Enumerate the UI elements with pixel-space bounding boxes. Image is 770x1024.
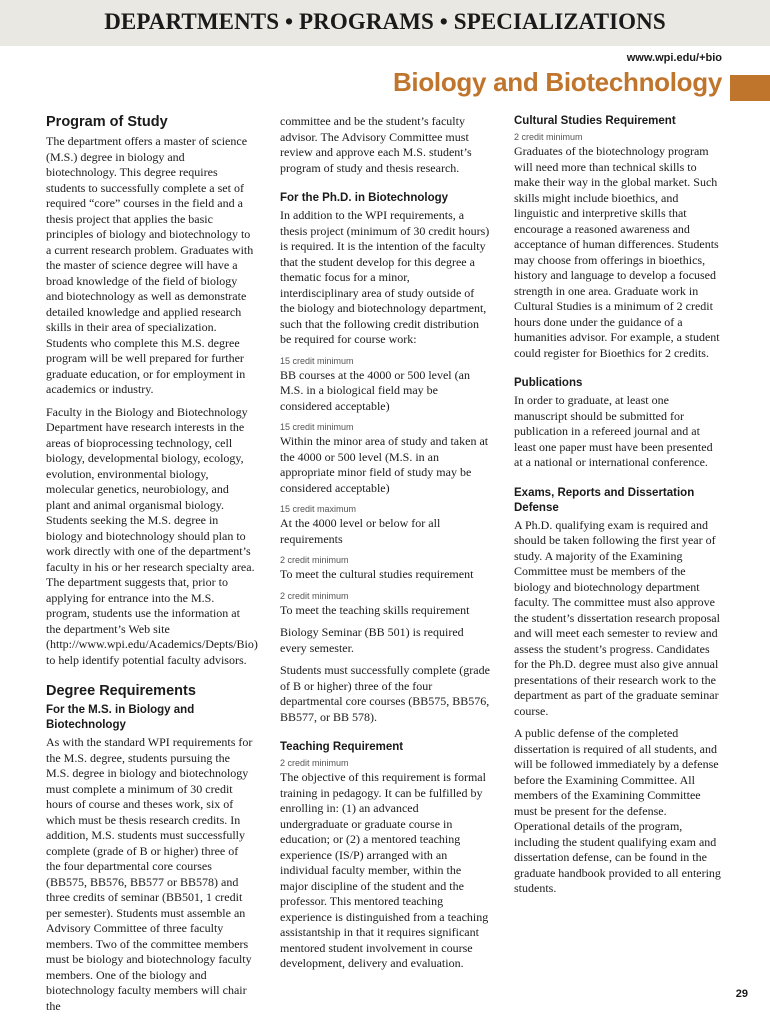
phd-requirements-heading: For the Ph.D. in Biotechnology: [280, 192, 449, 204]
ms-requirements-heading: For the M.S. in Biology and Biotechnology: [46, 704, 195, 731]
program-paragraph-2: Faculty in the Biology and Biotechnology Department have research interests in the areas of bioprocessing technology, cell biology, developmental biology, ecology, evolution, environmental biology, molecular genetics, neurobiology, and plant and animal organismal biology. Students seeking the M.S. degree in biology and biotechnology should plan to work directly with one of the department’s faculty in his or her research specialty area. The department suggests that, prior to applying for entrance into the M.S. program, students use the information at the department’s Web site (http://www.wpi.edu/Academics/Depts/Bio) to help identify potential faculty advisors.: [46, 404, 258, 667]
core-courses-requirement: Students must successfully complete (grade of B or higher) three of the four departmental core courses (BB575, BB576, BB577, or BB 578).: [280, 663, 490, 724]
program-paragraph-1: The department offers a master of science (M.S.) degree in biology and biotechnology. This degree requires students to successfully complete a set of required “core” courses in the field and a thesis project that applies the basic principles of biology and biotechnology to a current research problem. Graduates with the master of science degree will have a broad knowledge of the field of biology and biotechnology as well as demonstrate detailed knowledge and applied research skills in their area of specialization. Students who complete this M.S. degree program will be well prepared for further graduate education, or for employment in academics or industry.: [46, 134, 254, 396]
program-of-study-heading: Program of Study: [46, 114, 168, 130]
credit-requirement-4: To meet the cultural studies requirement: [280, 567, 474, 581]
exams-heading: Exams, Reports and Dissertation Defense: [514, 486, 695, 514]
column-middle: [280, 114, 490, 979]
page-title: Biology and Biotechnology: [392, 67, 722, 97]
page-number: 29: [735, 988, 748, 1000]
exams-paragraph-2: A public defense of the completed dissertation is required of all students, and will be followed immediately by a defense before the Examining Committee. All members of the Examining Committee must be present for the defense. Operational details of the program, including the student qualifying exam and dissertation defense, can be found in the graduate handbook provided to all entering students.: [514, 726, 721, 895]
credit-note-3: 15 credit maximum: [280, 504, 357, 514]
degree-requirements-heading: Degree Requirements: [46, 683, 196, 699]
credit-requirement-5: To meet the teaching skills requirement: [280, 602, 470, 617]
teaching-credit-note: 2 credit minimum: [280, 758, 349, 768]
teaching-requirement-paragraph: The objective of this requirement is formal training in pedagogy. It can be fulfilled by enrolling in: (1) an advanced undergraduate or graduate course in education; or (2) a mentored teaching experience (IS/P) arranged with an individual faculty member, within the major discipline of the student and the professor. This mentored teaching experience is distinguished from a teaching assistantship in that it requires significant mentored student involvement in course development, delivery and evaluation.: [280, 770, 489, 970]
ms-requirements-paragraph: As with the standard WPI requirements for the M.S. degree, students pursuing the M.S. degree in biology and biotechnology must complete a minimum of 30 credit hours of course and theses work, six of which must be thesis research credits. In addition, M.S. students must successfully complete (grade of B or higher) three of the four departmental core courses (BB575, BB576, BB577 or BB578) and three credits of seminar (BB501, 1 credit per semester). Students must assemble an Advisory Committee of three faculty members. Two of the committee members must be biology and biotechnology faculty members. One of the biology and biotechnology faculty members will chair the: [46, 735, 253, 1013]
credit-note-1: 15 credit minimum: [280, 355, 354, 366]
cultural-studies-heading: Cultural Studies Requirement: [514, 115, 676, 127]
credit-requirement-2: Within the minor area of study and taken at the 4000 or 500 level (M.S. in an appropriate minor field of study may be considered acceptable): [280, 434, 489, 495]
phd-paragraph: In addition to the WPI requirements, a thesis project (minimum of 30 credit hours) is required. It is the intention of the faculty that the student develop for this degree a thematic focus for a minor, interdisciplinary area of study outside of the biology and biotechnology department, such that the following credit distribution be required for course work:: [280, 208, 490, 346]
section-tab-marker: [730, 75, 770, 101]
cultural-studies-paragraph: Graduates of the biotechnology program will need more than technical skills to make their way in the global market. Such skills might include bioethics, and linguistic and interpretive skills that encourage a reasoned awareness and acceptance of human differences. Students may choose from offerings in bioethics, history and language to develop a focused strength in one area. Graduate work in Cultural Studies is a minimum of 2 credit hours done under the guidance of a humanities advisor. For example, a student could register for Bioethics for 2 credits.: [514, 144, 720, 360]
teaching-requirement-heading: Teaching Requirement: [280, 741, 404, 753]
publications-paragraph: In order to graduate, at least one manuscript should be submitted for publication in a refereed journal and at least one paper must have been presented at a national or international conference.: [514, 393, 713, 469]
page-banner: DEPARTMENTS • PROGRAMS • SPECIALIZATIONS: [104, 9, 666, 34]
seminar-requirement: Biology Seminar (BB 501) is required every semester.: [280, 625, 464, 655]
credit-requirement-1: BB courses at the 4000 or 500 level (an M.S. in a biological field may be considered acceptable): [280, 367, 470, 413]
department-url[interactable]: www.wpi.edu/+bio: [626, 52, 722, 64]
credit-note-5: 2 credit minimum: [280, 590, 349, 601]
credit-note-2: 15 credit minimum: [280, 422, 354, 432]
cultural-credit-note: 2 credit minimum: [514, 132, 583, 142]
column-right: [514, 114, 724, 904]
ms-requirements-continued: committee and be the student’s faculty advisor. The Advisory Committee must review and approve each M.S. student’s program of study and thesis research.: [280, 114, 472, 175]
column-left: [46, 114, 258, 1021]
exams-paragraph-1: A Ph.D. qualifying exam is required and should be taken following the first year of study. A majority of the Examining Committee must be members of the biology and biotechnology department faculty. The committee must also approve the student’s dissertation research proposal and will meet each semester to review and assess the student’s progress. Candidates for the Ph.D. degree must also give annual presentations of their research work to the department as part of the graduate seminar course.: [514, 517, 720, 718]
publications-heading: Publications: [514, 377, 583, 389]
credit-note-4: 2 credit minimum: [280, 555, 349, 565]
credit-requirement-3: At the 4000 level or below for all requirements: [280, 516, 441, 546]
